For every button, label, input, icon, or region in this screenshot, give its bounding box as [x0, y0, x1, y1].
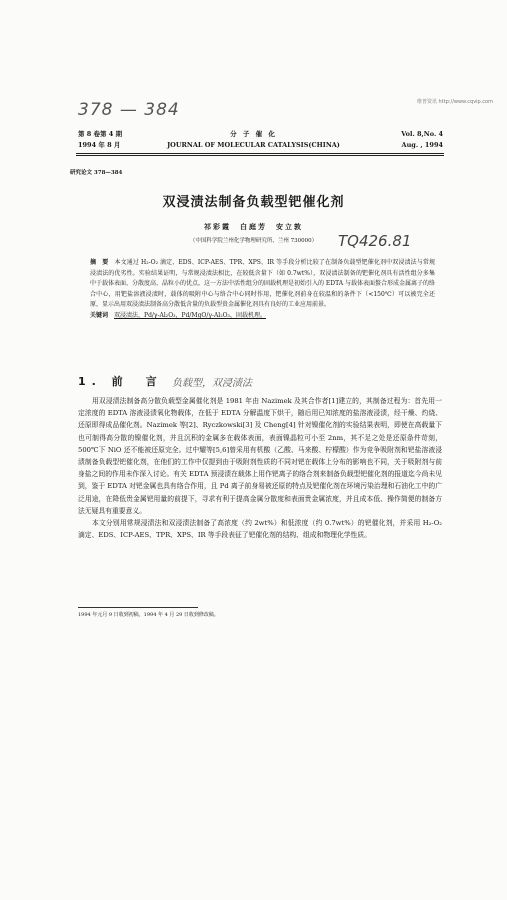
article-number: 研究论文 378—384: [70, 170, 123, 176]
abstract-label: 摘 要: [90, 259, 109, 266]
footnote-rule: [78, 607, 198, 608]
handwritten-note: 负载型，双浸渍法: [172, 378, 252, 389]
handwritten-page-range: 378 — 384: [78, 100, 180, 120]
introduction-body: [78, 395, 442, 541]
volume-en: Vol. 8,No. 4: [401, 130, 443, 138]
header-rule: [76, 153, 444, 154]
date-cn: 1994 年 8 月: [78, 141, 121, 149]
handwritten-classification-code: TQ426.81: [338, 232, 412, 250]
section-heading: 1. 前 言: [78, 375, 163, 388]
affiliation: （中国科学院兰州化学物理研究所，兰州 730000）: [189, 238, 318, 244]
date-en: Aug. , 1994: [401, 141, 443, 149]
keywords-text: 双浸渍法，Pd/γ-Al₂O₃，Pd/MgO/γ-Al₂O₃，固载机理。: [114, 311, 266, 319]
volume-cn: 第 8 卷第 4 期: [78, 130, 123, 138]
journal-en: JOURNAL OF MOLECULAR CATALYSIS(CHINA): [167, 141, 340, 149]
header-rule-2: [76, 155, 444, 156]
authors: 祁彩霞 白庭芳 安立敦: [204, 222, 303, 231]
paragraph-1: 用双浸渍法制备高分散负载型金属催化剂是 1981 年由 Nazimek 及其合作者[1]建立的，其制备过程为：首先用一定浓度的 EDTA 溶液浸渍氧化物载体，在低于 EDTA 分解温度下烘干，随后用已知浓度的盐溶液浸渍，经干燥、灼烧、还原即得成品催化剂。Nazimek 等[2]、Ryczkowski[3] 及 Cheng[4] 针对镍催化剂的实验结果表明，即使在高载量下也可制得高分散的镍催化剂，并且沉积的金属多在载体表面，表面镍晶粒可小至 2nm，其不足之处是还原条件苛刻，500℃下 NiO 还不能被还原完全。过中耀等[5,6]曾采用有机酸（乙酸、马来酸、柠檬酸）作为竞争吸附剂和钯盐溶液浸渍制备负载型钯催化剂，在他们的工作中仅提到由于吸附剂性质的不同对钯在载体上分布的影响也不同，关于吸附剂与前身盐之间的作用未作深入讨论。有关 EDTA 预浸渍在载体上用作钯离子的络合剂来制备负载型钯催化剂的报道迄今尚未见到，鉴于 EDTA 对钯金属也具有络合作用，且 Pd 离子前身易被还原的特点及钯催化剂在环境污染治理和石油化工中的广泛用途，在降低贵金属钯用量的前提下，寻求有利于提高金属分散度和表面贵金属浓度，并且成本低、操作简便的制备方法无疑具有重要意义。: [78, 397, 442, 515]
abstract: [90, 258, 435, 322]
paper-title: 双浸渍法制备负载型钯催化剂: [162, 195, 345, 210]
footnote: 1994 年元月 9 日收到初稿，1994 年 4 月 29 日收到修改稿。: [78, 612, 219, 618]
paragraph-2: 本文分别用常规浸渍法和双浸渍法制备了高浓度（约 2wt%）和低浓度（约 0.7wt%）的钯催化剂，并采用 H₂-O₂ 滴定、EDS、ICP-AES、TPR、XPS、IR 等手段表征了钯催化剂的结构、组成和物理化学性质。: [78, 519, 442, 540]
keywords-label: 关键词: [90, 311, 109, 319]
watermark: 维普资讯 http://www.cqvip.com: [416, 99, 493, 105]
abstract-text: 本文通过 H₂-O₂ 滴定、EDS、ICP-AES、TPR、XPS、IR 等手段分析比较了在制备负载型钯催化剂中双浸渍法与常规浸渍法的优劣性。实验结果证明，与常规浸渍法相比，在较低含量下（如 0.7wt%），双浸渍法制备的钯催化剂具有活性组分多集中于载体表面、分散度高、晶粒小的优点，这一方法中活性组分的固载机理是初始引入的 EDTA 与载体表面螯合形成金属离子的络合中心，用钯盐溶液浸渍时，载体的吸附中心与络合中心同时作用，钯催化剂前身在较温和的条件下（<150℃）可以被完全还原，显示出用双浸渍法制备高分散低含量的负载型贵金属催化剂具有良好的工业应用前景。: [90, 259, 436, 309]
journal-cn: 分 子 催 化: [230, 130, 277, 138]
